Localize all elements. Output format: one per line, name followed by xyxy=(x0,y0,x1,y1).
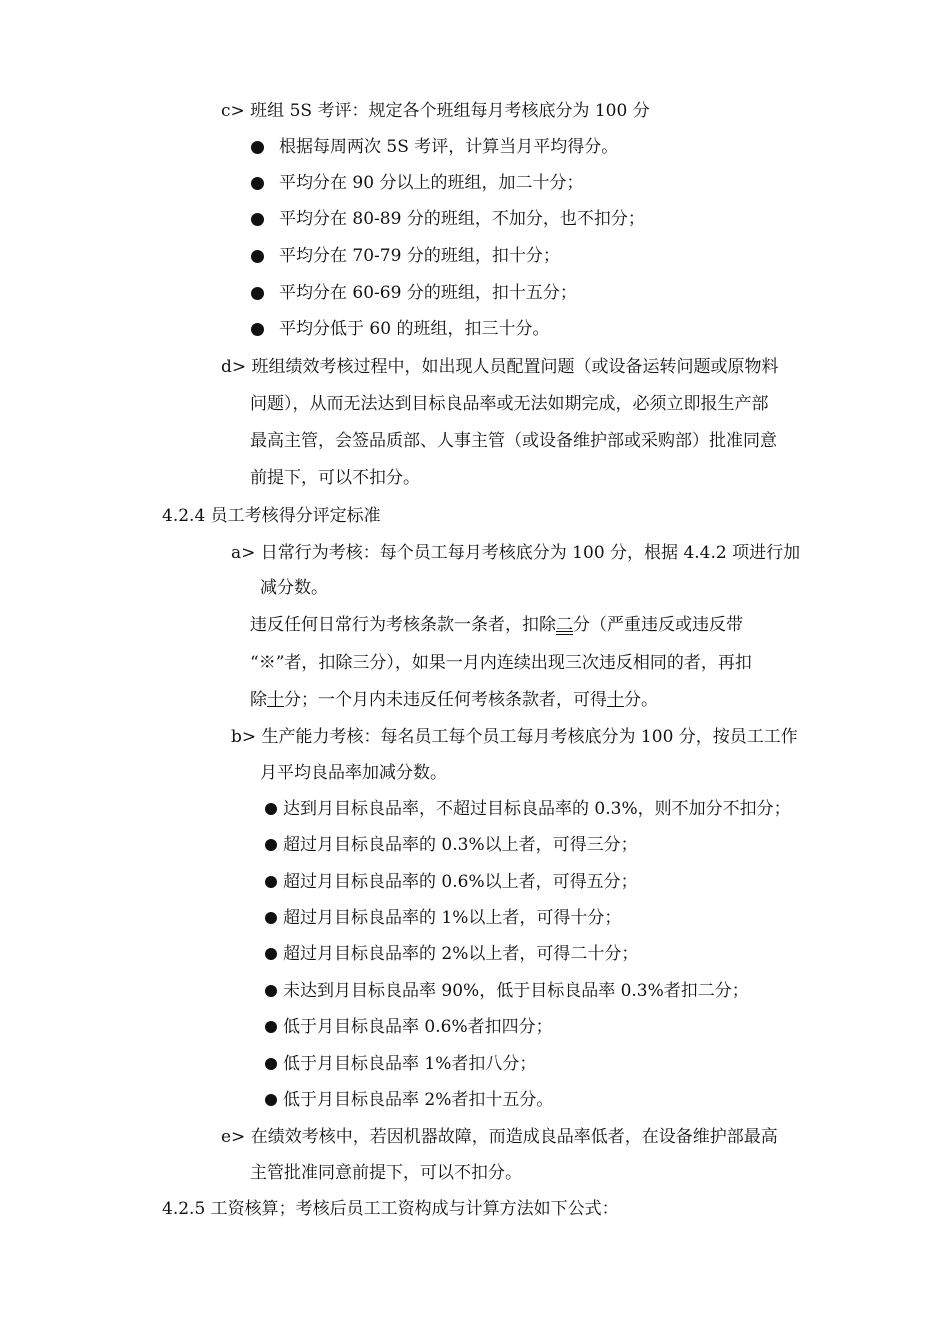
bullet-icon xyxy=(251,250,264,263)
violation-line-2: “※”者，扣除三分），如果一月内连续出现三次违反相同的者，再扣 xyxy=(250,653,752,673)
e-line: e> 在绩效考核中，若因机器故障，而造成良品率低者，在设备维护部最高 xyxy=(221,1127,778,1147)
bullet-icon xyxy=(265,1058,277,1070)
bullet-icon xyxy=(265,1094,277,1106)
d-line: 问题），从而无法达到目标良品率或无法如期完成，必须立即报生产部 xyxy=(250,394,769,414)
violation-text: 除 xyxy=(250,690,267,710)
c-bullet: 平均分在 80-89 分的班组，不加分，也不扣分； xyxy=(279,209,645,229)
bullet-icon xyxy=(265,803,277,815)
bullet-icon xyxy=(265,912,277,924)
bullet-icon xyxy=(251,177,264,190)
a-line: 减分数。 xyxy=(260,578,328,598)
d-line: 前提下，可以不扣分。 xyxy=(250,468,420,488)
violation-text: 分。 xyxy=(624,690,658,710)
b-bullet: 未达到月目标良品率 90%，低于目标良品率 0.3%者扣二分； xyxy=(283,981,749,1001)
e-line: 主管批准同意前提下，可以不扣分。 xyxy=(250,1163,522,1183)
c-bullet: 平均分在 90 分以上的班组，加二十分； xyxy=(279,173,584,193)
b-bullet: 低于月目标良品率 1%者扣八分； xyxy=(283,1054,537,1074)
bullet-icon xyxy=(251,141,264,154)
b-bullet: 超过月目标良品率的 1%以上者，可得十分； xyxy=(283,908,622,928)
c-bullet: 根据每周两次 5S 考评，计算当月平均得分。 xyxy=(279,137,619,157)
b-bullet: 超过月目标良品率的 2%以上者，可得二十分； xyxy=(283,944,639,964)
b-bullet: 超过月目标良品率的 0.6%以上者，可得五分； xyxy=(283,872,638,892)
section-title-424: 4.2.4 员工考核得分评定标准 xyxy=(162,506,381,526)
violation-underlined: 十 xyxy=(607,690,624,710)
bullet-icon xyxy=(265,876,277,888)
violation-text: 分；一个月内未违反任何考核条款者，可得 xyxy=(284,690,607,710)
bullet-icon xyxy=(265,839,277,851)
b-line: 月平均良品率加减分数。 xyxy=(260,763,447,783)
b-bullet: 低于月目标良品率 0.6%者扣四分； xyxy=(283,1017,553,1037)
c-bullet: 平均分在 60-69 分的班组，扣十五分； xyxy=(279,283,577,303)
bullet-icon xyxy=(265,948,277,960)
d-line: d> 班组绩效考核过程中，如出现人员配置问题（或设备运转问题或原物料 xyxy=(221,357,779,377)
violation-line-1 xyxy=(250,614,743,636)
c-heading: c> 班组 5S 考评：规定各个班组每月考核底分为 100 分 xyxy=(221,101,650,121)
b-bullet: 低于月目标良品率 2%者扣十五分。 xyxy=(283,1090,554,1110)
section-title-425: 4.2.5 工资核算；考核后员工工资构成与计算方法如下公式： xyxy=(162,1199,619,1219)
bullet-icon xyxy=(251,213,264,226)
b-bullet: 超过月目标良品率的 0.3%以上者，可得三分； xyxy=(283,835,638,855)
c-bullet: 平均分低于 60 的班组，扣三十分。 xyxy=(279,319,550,339)
c-bullet: 平均分在 70-79 分的班组，扣十分； xyxy=(279,246,560,266)
violation-line-3 xyxy=(250,689,658,711)
violation-text: 分（严重违反或违反带 xyxy=(573,615,743,635)
bullet-icon xyxy=(251,287,264,300)
b-line: b> 生产能力考核：每名员工每个员工每月考核底分为 100 分，按员工工作 xyxy=(231,727,798,747)
d-line: 最高主管，会签品质部、人事主管（或设备维护部或采购部）批准同意 xyxy=(250,431,777,451)
bullet-icon xyxy=(251,323,264,336)
a-line: a> 日常行为考核：每个员工每月考核底分为 100 分，根据 4.4.2 项进行加 xyxy=(231,543,801,563)
violation-text: 违反任何日常行为考核条款一条者，扣除 xyxy=(250,615,556,635)
b-bullet: 达到月目标良品率，不超过目标良品率的 0.3%，则不加分不扣分； xyxy=(283,799,791,819)
bullet-icon xyxy=(265,985,277,997)
violation-underlined: 十 xyxy=(267,690,284,710)
bullet-icon xyxy=(265,1021,277,1033)
violation-underlined: 二 xyxy=(556,615,573,635)
